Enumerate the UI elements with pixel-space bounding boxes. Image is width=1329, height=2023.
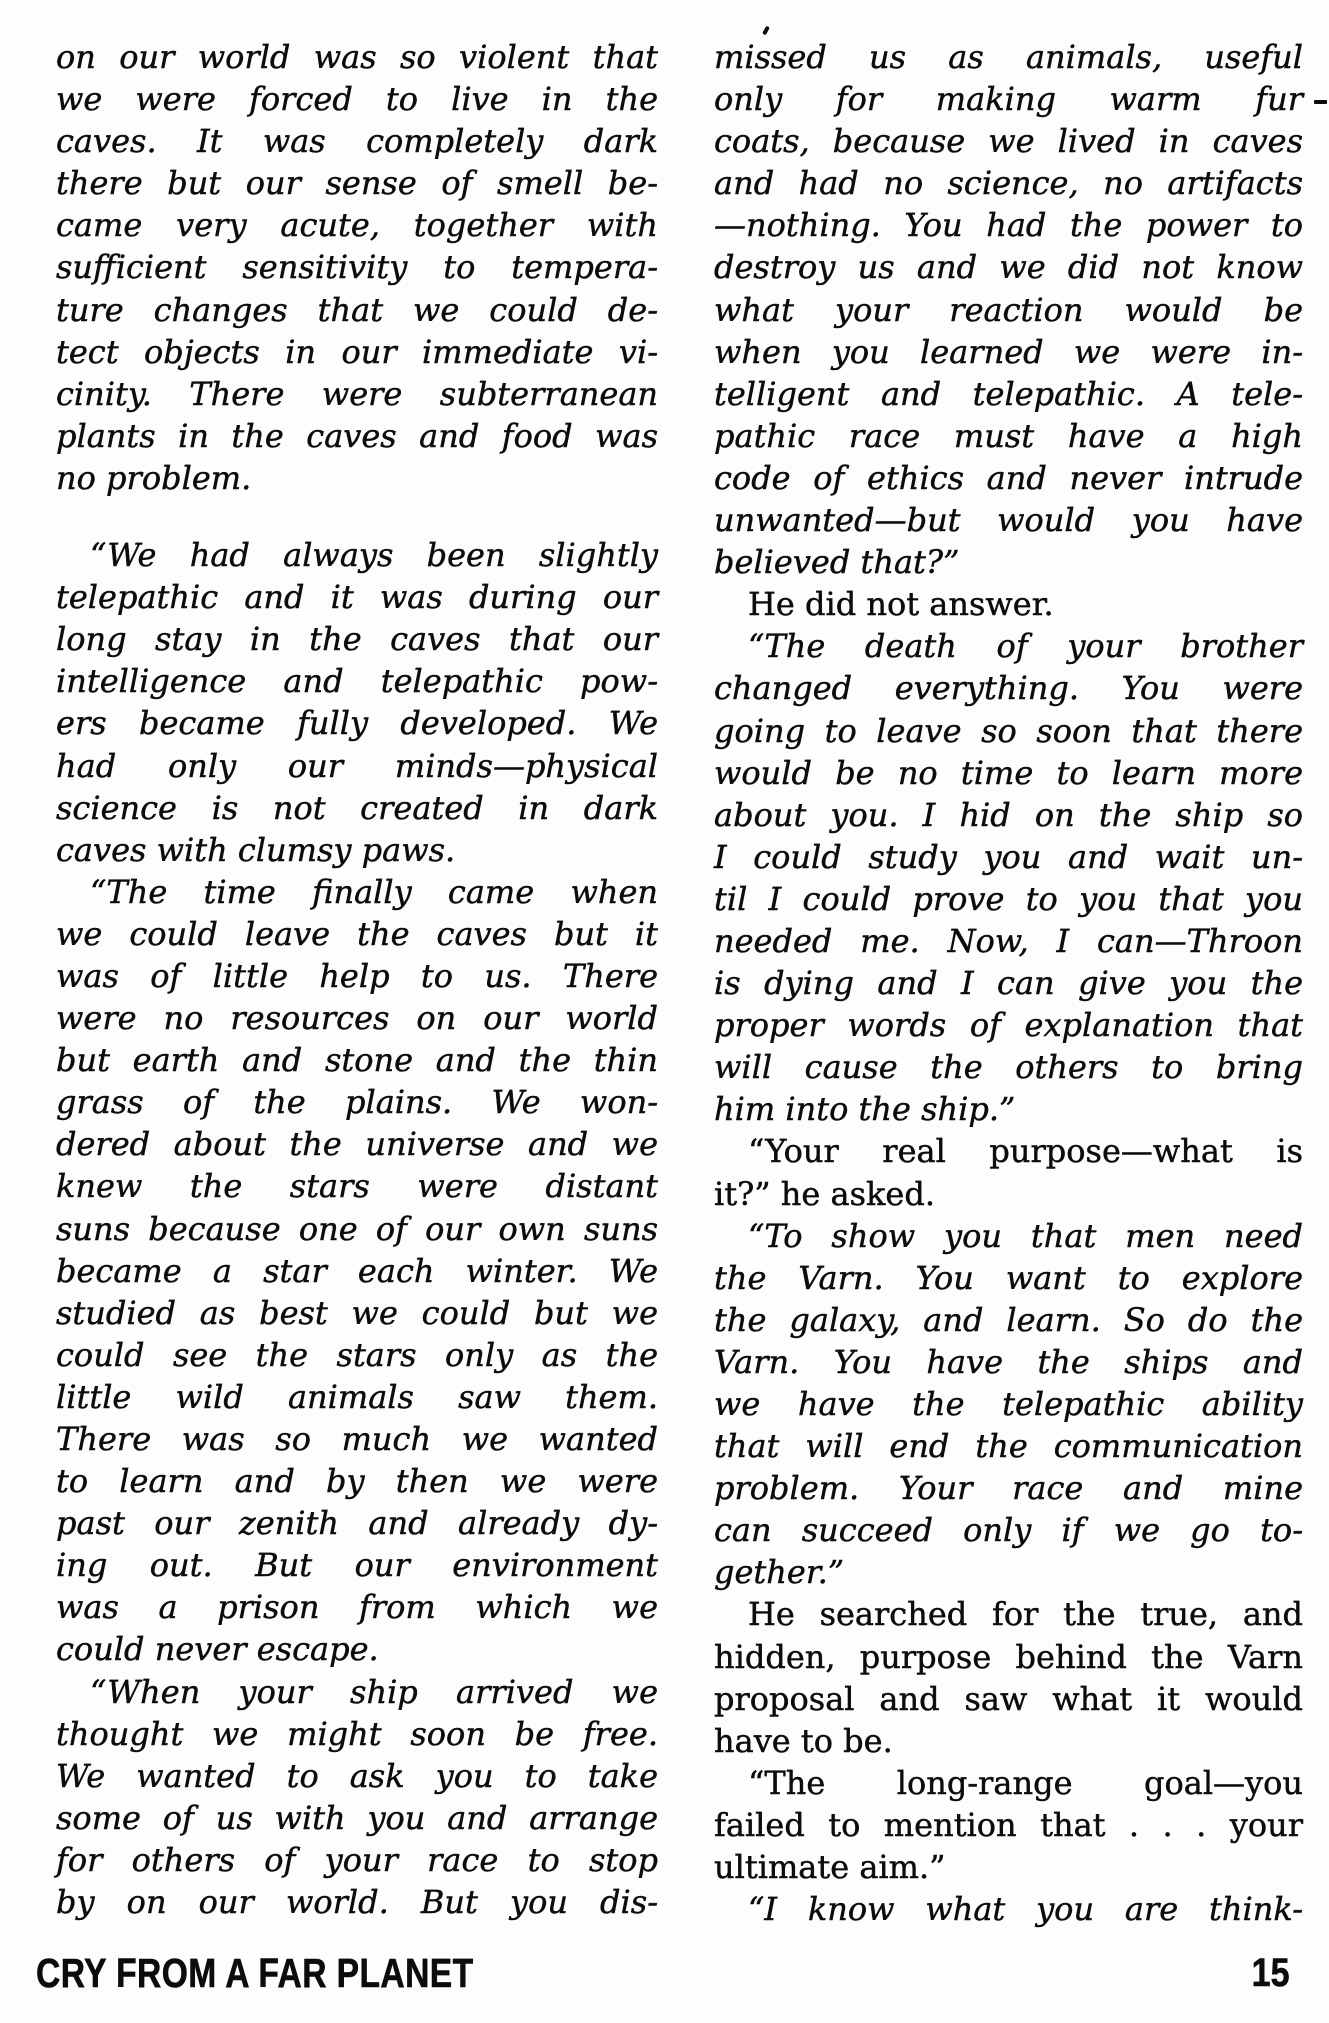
text-line: when you learned we were in- xyxy=(714,332,1303,371)
text-line: the Varn. You want to explore xyxy=(714,1258,1303,1297)
text-line: was a prison from which we xyxy=(56,1588,658,1627)
text-line: on our world was so violent that xyxy=(56,38,658,76)
text-line: “Your real purpose—what is xyxy=(748,1132,1303,1171)
running-title: CRY FROM A FAR PLANET xyxy=(36,1949,474,1996)
text-line: needed me. Now, I can—Throon xyxy=(714,921,1303,960)
page-number: 15 xyxy=(1251,1950,1289,1995)
text-line: destroy us and we did not know xyxy=(714,248,1303,287)
text-line: can succeed only if we go to- xyxy=(714,1511,1303,1550)
text-line: sufficient sensitivity to tempera- xyxy=(56,248,658,287)
text-line: failed to mention that . . . your xyxy=(714,1805,1303,1844)
text-line: thought we might soon be free. xyxy=(56,1714,658,1753)
text-line: “We had always been slightly xyxy=(90,536,658,575)
text-line: is dying and I can give you the xyxy=(714,964,1303,1003)
text-line: that will end the communication xyxy=(714,1427,1303,1466)
text-line: proper words of explanation that xyxy=(714,1006,1303,1045)
text-line: Varn. You have the ships and xyxy=(714,1342,1303,1381)
text-line: about you. I hid on the ship so xyxy=(714,795,1303,834)
text-line: He did not answer. xyxy=(748,585,1054,624)
text-line: could never escape. xyxy=(56,1630,379,1669)
text-line: There was so much we wanted xyxy=(56,1420,658,1458)
text-line: I could study you and wait un- xyxy=(714,837,1303,876)
text-line: grass of the plains. We won- xyxy=(56,1083,658,1122)
text-line: “The death of your brother xyxy=(748,627,1303,666)
text-line: ultimate aim.” xyxy=(714,1848,946,1887)
text-line: some of us with you and arrange xyxy=(56,1798,658,1837)
text-line: tect objects in our immediate vi- xyxy=(56,332,658,371)
text-line: “To show you that men need xyxy=(748,1216,1303,1255)
text-column-right xyxy=(714,36,1303,1930)
text-line: but earth and stone and the thin xyxy=(56,1041,658,1080)
text-line: intelligence and telepathic pow- xyxy=(56,662,658,701)
text-line: science is not created in dark xyxy=(56,788,658,827)
page-footer xyxy=(36,1947,1289,1999)
text-line: problem. Your race and mine xyxy=(714,1469,1303,1508)
text-line: telepathic and it was during our xyxy=(56,578,658,617)
text-line: “The time finally came when xyxy=(90,872,658,911)
text-line: ing out. But our environment xyxy=(56,1546,658,1585)
text-line: we could leave the caves but it xyxy=(56,914,658,953)
text-line: was of little help to us. There xyxy=(56,956,658,995)
text-line: there but our sense of smell be- xyxy=(56,164,658,203)
text-line: little wild animals saw them. xyxy=(56,1377,658,1416)
text-line: gether.” xyxy=(714,1553,845,1592)
text-line: hidden, purpose behind the Varn xyxy=(714,1637,1303,1676)
text-line: pathic race must have a high xyxy=(714,416,1303,455)
text-line: the galaxy, and learn. So do the xyxy=(714,1300,1303,1339)
text-line: coats, because we lived in caves xyxy=(714,122,1303,161)
text-line: it?” he asked. xyxy=(714,1174,935,1213)
text-line: and had no science, no artifacts xyxy=(714,164,1303,203)
text-line: past our zenith and already dy- xyxy=(56,1504,658,1543)
text-line: missed us as animals, useful xyxy=(714,38,1303,76)
text-line: “When your ship arrived we xyxy=(90,1672,658,1711)
ink-speck xyxy=(1314,100,1327,104)
text-line: ture changes that we could de- xyxy=(56,290,658,329)
text-line: knew the stars were distant xyxy=(56,1167,658,1206)
text-line: could see the stars only as the xyxy=(56,1335,658,1374)
text-line: ers became fully developed. We xyxy=(56,704,658,743)
text-line: til I could prove to you that you xyxy=(714,879,1303,918)
text-line: code of ethics and never intrude xyxy=(714,458,1303,497)
text-line: “The long-range goal—you xyxy=(748,1763,1303,1802)
ink-speck xyxy=(762,26,770,36)
text-line: We wanted to ask you to take xyxy=(56,1756,658,1795)
text-line: to learn and by then we were xyxy=(56,1462,658,1501)
text-line: studied as best we could but we xyxy=(56,1293,658,1332)
text-line: were no resources on our world xyxy=(56,999,658,1038)
text-line: He searched for the true, and xyxy=(748,1595,1303,1634)
text-line: we have the telepathic ability xyxy=(714,1385,1303,1423)
text-line: him into the ship.” xyxy=(714,1090,1016,1129)
text-line: no problem. xyxy=(56,458,252,497)
text-column-left xyxy=(56,36,658,1923)
text-line: caves with clumsy paws. xyxy=(56,830,456,869)
text-line: had only our minds—physical xyxy=(56,746,658,785)
text-line: became a star each winter. We xyxy=(56,1251,658,1290)
text-line: only for making warm fur xyxy=(714,80,1303,119)
text-line: cinity. There were subterranean xyxy=(56,374,658,413)
text-line: changed everything. You were xyxy=(714,669,1303,708)
text-line: believed that?” xyxy=(714,543,960,582)
text-line: would be no time to learn more xyxy=(714,753,1303,792)
text-line: caves. It was completely dark xyxy=(56,122,658,161)
text-line: going to leave so soon that there xyxy=(714,711,1303,750)
text-line: we were forced to live in the xyxy=(56,80,658,119)
text-line: “I know what you are think- xyxy=(748,1890,1303,1929)
text-line: by on our world. But you dis- xyxy=(56,1883,658,1922)
text-line: suns because one of our own suns xyxy=(56,1209,658,1248)
text-line: proposal and saw what it would xyxy=(714,1679,1303,1718)
text-line: unwanted—but would you have xyxy=(714,501,1303,540)
text-line: long stay in the caves that our xyxy=(56,620,658,659)
text-line: telligent and telepathic. A tele- xyxy=(714,374,1303,413)
text-line: plants in the caves and food was xyxy=(56,416,658,455)
text-line: —nothing. You had the power to xyxy=(714,206,1303,245)
text-line: have to be. xyxy=(714,1721,893,1760)
text-line: came very acute, together with xyxy=(56,206,658,245)
text-line: dered about the universe and we xyxy=(56,1125,658,1164)
text-line: will cause the others to bring xyxy=(714,1048,1303,1087)
text-line: for others of your race to stop xyxy=(56,1840,658,1879)
text-line: what your reaction would be xyxy=(714,290,1303,329)
